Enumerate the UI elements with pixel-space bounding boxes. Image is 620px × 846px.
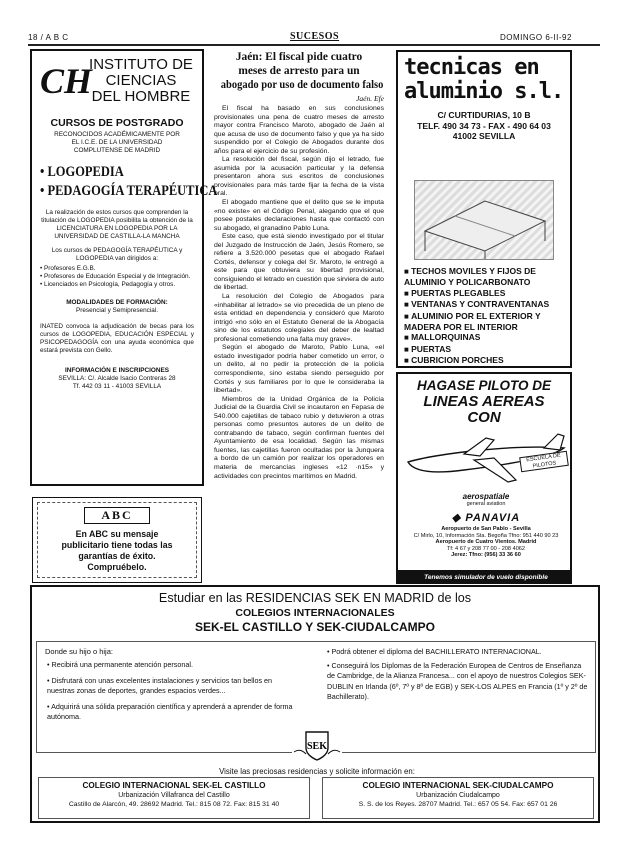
article-headline-line: Jaén: El fiscal pide cuatro bbox=[235, 51, 363, 63]
ich-audience-item: • Licenciados en Psicología, Pedagogía y otros. bbox=[40, 281, 194, 289]
tecnicas-advert bbox=[396, 50, 572, 368]
piloto-address-line: Jerez: Tfno: (956) 33 36 60 bbox=[451, 552, 521, 559]
sek-castillo-box bbox=[38, 777, 310, 819]
piloto-advert bbox=[396, 372, 572, 584]
ich-name bbox=[88, 57, 194, 105]
abc-message-line: En ABC su mensaje bbox=[75, 529, 159, 539]
piloto-address-line: Aeropuerto de San Pablo - Sevilla bbox=[441, 526, 531, 532]
piloto-title-line: CON bbox=[467, 409, 501, 426]
abc-message-line: publicitario tiene todas las bbox=[61, 540, 173, 550]
section-title: SUCESOS bbox=[290, 31, 340, 42]
piloto-title-line: LINEAS AEREAS bbox=[423, 393, 545, 410]
sek-castillo-address: Castillo de Alarcón, 49. 28692 Madrid. Tel.: 815 08 72. Fax: 815 31 40 bbox=[68, 801, 280, 808]
tecnicas-product-item: ■ PUERTAS bbox=[404, 344, 570, 355]
ich-audience-item: • Profesores E.G.B. bbox=[40, 265, 194, 273]
ich-recognition-line: COMPLUTENSE DE MADRID bbox=[73, 147, 161, 154]
ich-recognition bbox=[40, 131, 194, 155]
ich-info-address: SEVILLA: C/. Alcalde Isacio Contreras 28 bbox=[58, 375, 176, 382]
article-body bbox=[214, 105, 384, 481]
piloto-badge: ESCUELA DE PILOTOS bbox=[519, 451, 569, 473]
piloto-address-line: Tf: 4 67 y 208 77 00 - 208 4062 bbox=[446, 545, 526, 552]
tecnicas-contact bbox=[404, 110, 564, 142]
page-folio: 18 / A B C bbox=[28, 33, 69, 42]
ich-recognition-line: EL I.C.E. DE LA UNIVERSIDAD bbox=[71, 139, 163, 146]
tecnicas-phone: TELF. 490 34 73 - FAX - 490 64 03 bbox=[417, 120, 551, 131]
ich-logo-icon: CH bbox=[40, 61, 93, 101]
sek-ciudalcampo-address: S. S. de los Reyes. 28707 Madrid. Tel.: 657 05 54. Fax: 657 01 26 bbox=[358, 801, 558, 808]
ich-brand bbox=[40, 57, 194, 105]
news-article bbox=[214, 50, 384, 582]
ich-audience-list bbox=[40, 265, 194, 289]
article-paragraph: La resolución del fiscal, según dijo el letrado, fue asumida por la acusación particular y la defensa presentaron ahora sus escritos de conclusiones provisionales para más tarde fijar la fecha de la vista oral. bbox=[214, 156, 384, 198]
article-headline bbox=[214, 50, 384, 92]
abc-message-line: garantías de éxito. bbox=[78, 551, 156, 561]
sek-subtitle-2: SEK-EL CASTILLO Y SEK-CIUDALCAMPO bbox=[194, 620, 436, 634]
abc-advert-inner bbox=[37, 502, 197, 578]
abc-message-line: Compruébelo. bbox=[87, 562, 147, 572]
sek-benefit-item: • Disfrutará con unas excelentes instalaciones y servicios tan bellos en nuestras zonas de deportes, grandes espacios verdes... bbox=[47, 676, 297, 697]
ich-paragraph-licenciatura: La realización de estos cursos que comprenden la titulación de LOGOPEDIA posibilita la obtención de la LICENCIATURA EN LOGOPEDIA POR LA UNIVERSIDAD DE CASTILLA-LA MANCHA bbox=[41, 209, 193, 240]
ich-program-item: • PEDAGOGÍA TERAPÉUTICA bbox=[40, 182, 172, 201]
sek-benefit-item: • Conseguirá los Diplomas de la Federación Europea de Centros de Enseñanza de Cambridge, de la Alianza Francesa... con el apoyo de nuestros Colegios SEK-DUBLIN en Irlanda (6º, 7º y 8º de EGB) y SEK-LOS ALPES en Francia (1º y 2º de Bachillerato). bbox=[327, 661, 589, 703]
sek-ciudalcampo-title: COLEGIO INTERNACIONAL SEK-CIUDALCAMPO bbox=[362, 781, 554, 790]
article-paragraph: El abogado mantiene que el delito que se le imputa «no existe» en el Código Penal, alegando que el que posee postales declaraciones hasta que contactó con su abogado, el granadino Pablo Luna. bbox=[214, 199, 384, 232]
piloto-partner-sub: general aviation bbox=[466, 501, 506, 507]
tecnicas-city: 41002 SEVILLA bbox=[452, 131, 516, 141]
sek-ciudalcampo-sub: Urbanización Ciudalcampo bbox=[416, 792, 500, 799]
ich-recognition-line: RECONOCIDOS ACADÉMICAMENTE POR bbox=[54, 131, 180, 138]
piloto-title bbox=[398, 378, 570, 426]
sek-castillo-title: COLEGIO INTERNACIONAL SEK-EL CASTILLO bbox=[82, 781, 266, 790]
ich-info-phone: Tf. 442 03 11 - 41003 SEVILLA bbox=[72, 383, 162, 390]
tecnicas-product-item: ■ VENTANAS Y CONTRAVENTANAS bbox=[404, 299, 570, 310]
tecnicas-title-line: aluminio s.l. bbox=[404, 79, 564, 104]
article-paragraph: Este caso, que está siendo investigado por el titular del Juzgado de Instrucción de Jaén, Jesús Romero, se refiere a 3.520.000 pesetas que el abogado Rafael Cortés, defensor y colega del Sr. Maroto, le entregó a este para que obtuviera su libertad provisional, consiguiendo el letrado en cuestión que sirviera de auto de libertad. bbox=[214, 233, 384, 292]
ich-paragraph-becas: INATED convoca la adjudicación de becas para los cursos de LOGOPEDIA, EDUCACIÓN ESPECIAL y PSICOPEDAGOGÍA con una ayuda económica que estará prevista con Gello. bbox=[40, 323, 194, 354]
piloto-title-line: HAGASE PILOTO DE bbox=[416, 378, 552, 393]
ich-modality-title: MODALIDADES DE FORMACIÓN: bbox=[66, 299, 168, 306]
abc-message bbox=[38, 529, 196, 573]
tecnicas-title bbox=[404, 56, 564, 104]
piloto-address-line: C/ Mirlo, 10, Información Sta. Begoña Tfno: 951 440 90 23 bbox=[413, 532, 559, 539]
sek-left-list bbox=[47, 660, 297, 723]
ich-paragraph-audience: Los cursos de PEDAGOGÍA TERAPÉUTICA y LOGOPEDIA van dirigidos a: bbox=[51, 247, 183, 262]
ich-programs bbox=[40, 163, 218, 201]
piloto-brand-name: PANAVIA bbox=[465, 512, 521, 524]
tecnicas-product-item: ■ MALLORQUINAS bbox=[404, 332, 570, 343]
abc-advert bbox=[32, 497, 202, 583]
ich-info-title: INFORMACIÓN E INSCRIPCIONES bbox=[64, 367, 170, 374]
building-icon bbox=[415, 181, 555, 261]
sek-benefit-item: • Adquirirá una sólida preparación científica y aprenderá a aprender de forma autónoma. bbox=[47, 702, 297, 723]
ich-audience-item: • Profesores de Educación Especial y de Integración. bbox=[40, 273, 194, 281]
tecnicas-product-item: ■ ALUMINIO POR EL EXTERIOR Y MADERA POR EL INTERIOR bbox=[404, 311, 570, 333]
sek-crest bbox=[292, 730, 342, 762]
sek-headline: Estudiar en las RESIDENCIAS SEK EN MADRID de los bbox=[158, 591, 472, 605]
piloto-brand bbox=[398, 511, 572, 524]
tecnicas-title-line: tecnicas en bbox=[404, 55, 539, 80]
sek-crest-icon bbox=[292, 730, 342, 762]
ich-name-line: CIENCIAS bbox=[105, 72, 177, 89]
piloto-address-line: Aeropuerto de Cuatro Vientos. Madrid bbox=[435, 539, 537, 546]
article-paragraph: Según el abogado de Maroto, Pablo Luna, «el estado investigador podría haber cometido un error, o un delito, al no pedir la protección de la policía correspondiente, sino estaba siendo perseguido por Cortés y sus familiares por lo que le consideraba la libertad». bbox=[214, 344, 384, 395]
ich-program-item: • LOGOPEDIA bbox=[40, 163, 172, 182]
sek-benefit-item: • Recibirá una permanente atención personal. bbox=[47, 660, 297, 671]
panavia-logo-icon: ◆ bbox=[451, 512, 466, 524]
tecnicas-building-image bbox=[414, 180, 554, 260]
article-headline-line: meses de arresto para un bbox=[238, 65, 360, 77]
article-paragraph: La resolución del Colegio de Abogados para «inhabilitar al letrado» se vio precedida de un pleno de esta entidad en dependencia y consideró que Maroto intrigó «no sólo en el Estatuto General de la Abogacía sino de los estatutos colegiales del deber de lealtad profesional cometiendo una falta muy grave». bbox=[214, 293, 384, 343]
piloto-footer: Tenemos simulador de vuelo disponible bbox=[398, 570, 572, 584]
ich-modality: Presencial y Semipresencial. bbox=[75, 307, 159, 314]
sek-castillo-sub: Urbanización Villafranca del Castillo bbox=[118, 792, 230, 799]
sek-visit-line: Visite las preciosas residencias y solicite información en: bbox=[219, 767, 415, 776]
header-rule bbox=[28, 44, 600, 46]
piloto-partner bbox=[398, 492, 572, 507]
article-byline: Jaén. Efe bbox=[356, 94, 384, 103]
article-paragraph: Miembros de la Unidad Orgánica de la Policía Judicial de la Guardia Civil se incautaron en Fepasa de 540.000 cajetillas de tabaco rubio y detuvieron a otras personas como presuntos autores de un delito de contrabando de tabaco, según confirman fuentes del Ayuntamiento de esa localidad. Según las mismas fuentes, las cajetillas fueron ocultadas por la Junquera a bordo de un camión por realizar los operadores en materia de mercancías ingleses «12 ·n15» y actividades con precintos marítimos en Madrid. bbox=[214, 395, 384, 480]
ich-name-line: INSTITUTO DE bbox=[89, 56, 193, 73]
ich-name-line: DEL HOMBRE bbox=[91, 88, 191, 105]
sek-intro: Donde su hijo o hija: bbox=[45, 647, 113, 656]
sek-crest-text: SEK bbox=[306, 741, 328, 752]
sek-benefit-item: • Podrá obtener el diploma del BACHILLERATO INTERNACIONAL. bbox=[327, 647, 589, 658]
tecnicas-address: C/ CURTIDURIAS, 10 B bbox=[437, 110, 531, 120]
sek-advert bbox=[30, 585, 600, 823]
sek-ciudalcampo-box bbox=[322, 777, 594, 819]
tecnicas-product-item: ■ PUERTAS PLEGABLES bbox=[404, 288, 570, 299]
ich-course-title: CURSOS DE POSTGRADO bbox=[50, 117, 184, 129]
sek-subtitle-1: COLEGIOS INTERNACIONALES bbox=[235, 607, 395, 619]
piloto-partner-name: aerospatiale bbox=[462, 492, 510, 501]
tecnicas-product-item: ■ CUBRICION PORCHES bbox=[404, 355, 570, 366]
piloto-addresses bbox=[400, 526, 572, 559]
article-headline-line: abogado por uso de documento falso bbox=[220, 79, 384, 91]
article-paragraph: El fiscal ha basado en sus conclusiones provisionales una pena de cuatro meses de arresto mayor contra Francisco Maroto, abogado de Jaén al que acusa de uso de documento falso y que ya ha sido suspendido por el Colegio de Abogados durante dos años para el ejercicio de su profesión. bbox=[214, 105, 384, 155]
tecnicas-product-item: ■ TECHOS MOVILES Y FIJOS DE ALUMINIO Y POLICARBONATO bbox=[404, 266, 570, 288]
sek-right-list bbox=[327, 647, 589, 703]
tecnicas-product-list bbox=[404, 266, 570, 367]
abc-logo: ABC bbox=[84, 507, 150, 524]
ich-advert bbox=[30, 49, 218, 486]
page-date: DOMINGO 6-II-92 bbox=[500, 33, 572, 42]
